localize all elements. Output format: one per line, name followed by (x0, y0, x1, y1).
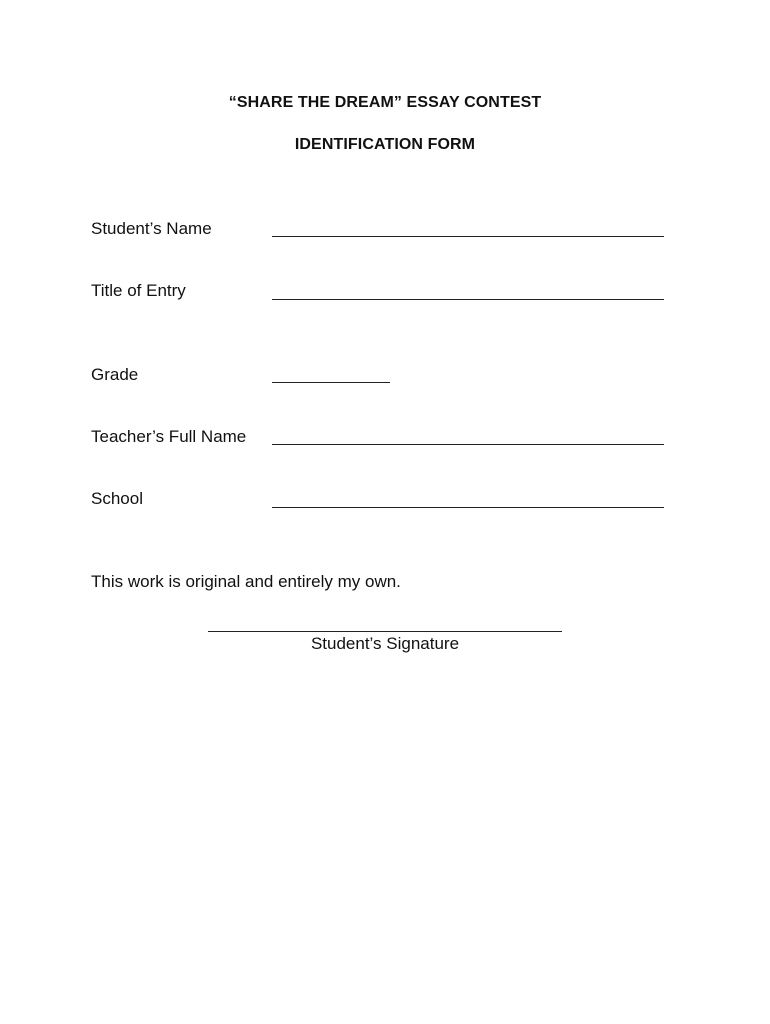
contest-title: “SHARE THE DREAM” ESSAY CONTEST (228, 94, 542, 111)
originality-statement: This work is original and entirely my own. (91, 572, 401, 591)
signature-line[interactable] (208, 631, 562, 632)
grade-line[interactable] (272, 382, 390, 383)
title-of-entry-label: Title of Entry (91, 281, 186, 300)
school-label: School (91, 489, 143, 508)
student-name-label: Student’s Name (91, 219, 212, 238)
teacher-full-name-line[interactable] (272, 444, 664, 445)
student-name-line[interactable] (272, 236, 664, 237)
teacher-full-name-label: Teacher’s Full Name (91, 427, 247, 446)
grade-label: Grade (91, 365, 139, 384)
form-subtitle: IDENTIFICATION FORM (294, 136, 476, 153)
title-of-entry-line[interactable] (272, 299, 664, 300)
signature-label: Student’s Signature (310, 634, 460, 653)
school-line[interactable] (272, 507, 664, 508)
